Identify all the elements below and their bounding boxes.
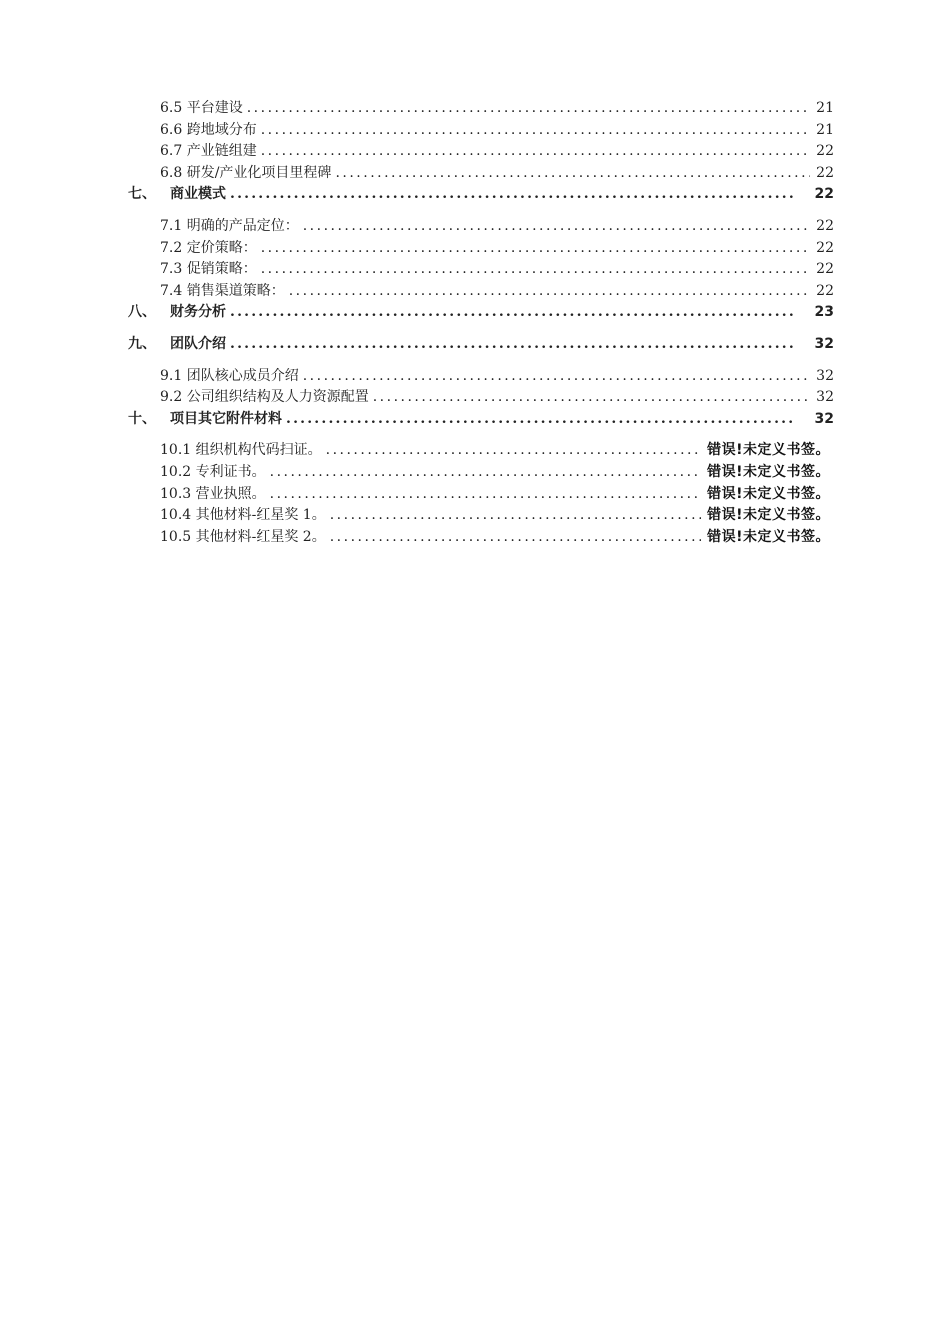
dot-leader [261,120,810,142]
toc-entry-10-1[interactable] [160,440,830,462]
chapter-title: 项目其它附件材料 [170,410,282,427]
toc-page-number: 32 [816,367,834,384]
toc-entry-7-2[interactable] [160,238,834,260]
toc-entry-label: 6.5 平台建设 [160,100,243,116]
dot-leader [289,281,810,303]
toc-entry-label: 10.5 其他材料-红星奖 2。 [160,528,326,545]
dot-leader [270,484,701,506]
toc-entry-label: 10.3 营业执照。 [160,485,266,502]
toc-page-number: 22 [816,239,834,256]
toc-chapter-7[interactable] [128,184,834,206]
toc-page-number: 22 [816,143,834,160]
dot-leader [261,259,810,281]
toc-page-number: 32 [814,410,834,427]
dot-leader [247,98,810,120]
dot-leader [230,334,795,356]
toc-page-number: 32 [814,335,834,352]
dot-leader [330,527,701,549]
toc-chapter-8[interactable] [128,302,834,324]
dot-leader [373,387,810,409]
toc-entry-6-7[interactable] [160,141,834,163]
toc-entry-label: 9.1 团队核心成员介绍 [160,367,299,384]
chapter-title: 财务分析 [170,304,226,321]
toc-entry-10-2[interactable] [160,462,830,484]
toc-entry-label: 10.1 组织机构代码扫证。 [160,442,322,459]
toc-entry-7-4[interactable] [160,281,834,303]
chapter-number: 十、 [128,410,156,427]
toc-entry-label: 6.8 研发/产业化项目里程碑 [160,164,332,181]
toc-entry-7-1[interactable] [160,216,834,238]
toc-bookmark-error: 错误!未定义书签。 [707,463,830,480]
toc-bookmark-error: 错误!未定义书签。 [707,485,830,502]
toc-entry-9-1[interactable] [160,366,834,388]
toc-entry-label: 9.2 公司组织结构及人力资源配置 [160,389,369,406]
toc-entry-label: 7.4 销售渠道策略： [160,282,285,299]
toc-chapter-9[interactable] [128,334,834,356]
table-of-contents [0,98,950,548]
toc-entry-label: 6.6 跨地域分布 [160,121,257,138]
chapter-number: 七、 [128,186,156,203]
toc-entry-label: 7.1 明确的产品定位： [160,217,299,234]
chapter-title: 商业模式 [170,186,226,203]
dot-leader [303,366,810,388]
toc-entry-6-5[interactable] [160,98,834,120]
chapter-title: 团队介绍 [170,335,226,352]
toc-page-number: 21 [816,121,834,138]
toc-page-number: 22 [816,261,834,278]
toc-entry-10-3[interactable] [160,484,830,506]
dot-leader [335,163,810,185]
dot-leader [230,302,795,324]
toc-page-number: 22 [816,217,834,234]
dot-leader [261,141,810,163]
toc-chapter-10[interactable] [128,409,834,431]
toc-entry-7-3[interactable] [160,259,834,281]
toc-page-number: 32 [816,389,834,406]
dot-leader [261,238,810,260]
toc-entry-label: 7.2 定价策略： [160,239,257,256]
toc-entry-6-8[interactable] [160,163,834,185]
dot-leader [330,505,701,527]
toc-bookmark-error: 错误!未定义书签。 [707,528,830,545]
chapter-number: 九、 [128,335,156,352]
toc-page-number: 21 [816,100,834,116]
toc-bookmark-error: 错误!未定义书签。 [707,442,830,459]
chapter-number: 八、 [128,304,156,321]
dot-leader [326,440,701,462]
toc-entry-label: 6.7 产业链组建 [160,143,257,160]
toc-page-number: 22 [816,164,834,181]
toc-entry-label: 10.2 专利证书。 [160,463,266,480]
dot-leader [303,216,810,238]
toc-entry-9-2[interactable] [160,387,834,409]
toc-page-number: 23 [814,304,834,321]
toc-entry-label: 10.4 其他材料-红星奖 1。 [160,507,326,524]
dot-leader [230,184,795,206]
toc-entry-10-4[interactable] [160,505,830,527]
toc-entry-label: 7.3 促销策略： [160,261,257,278]
toc-page-number: 22 [816,282,834,299]
toc-entry-6-6[interactable] [160,120,834,142]
dot-leader [270,462,701,484]
dot-leader [286,409,795,431]
toc-page-number: 22 [814,186,834,203]
toc-bookmark-error: 错误!未定义书签。 [707,507,830,524]
toc-entry-10-5[interactable] [160,527,830,549]
